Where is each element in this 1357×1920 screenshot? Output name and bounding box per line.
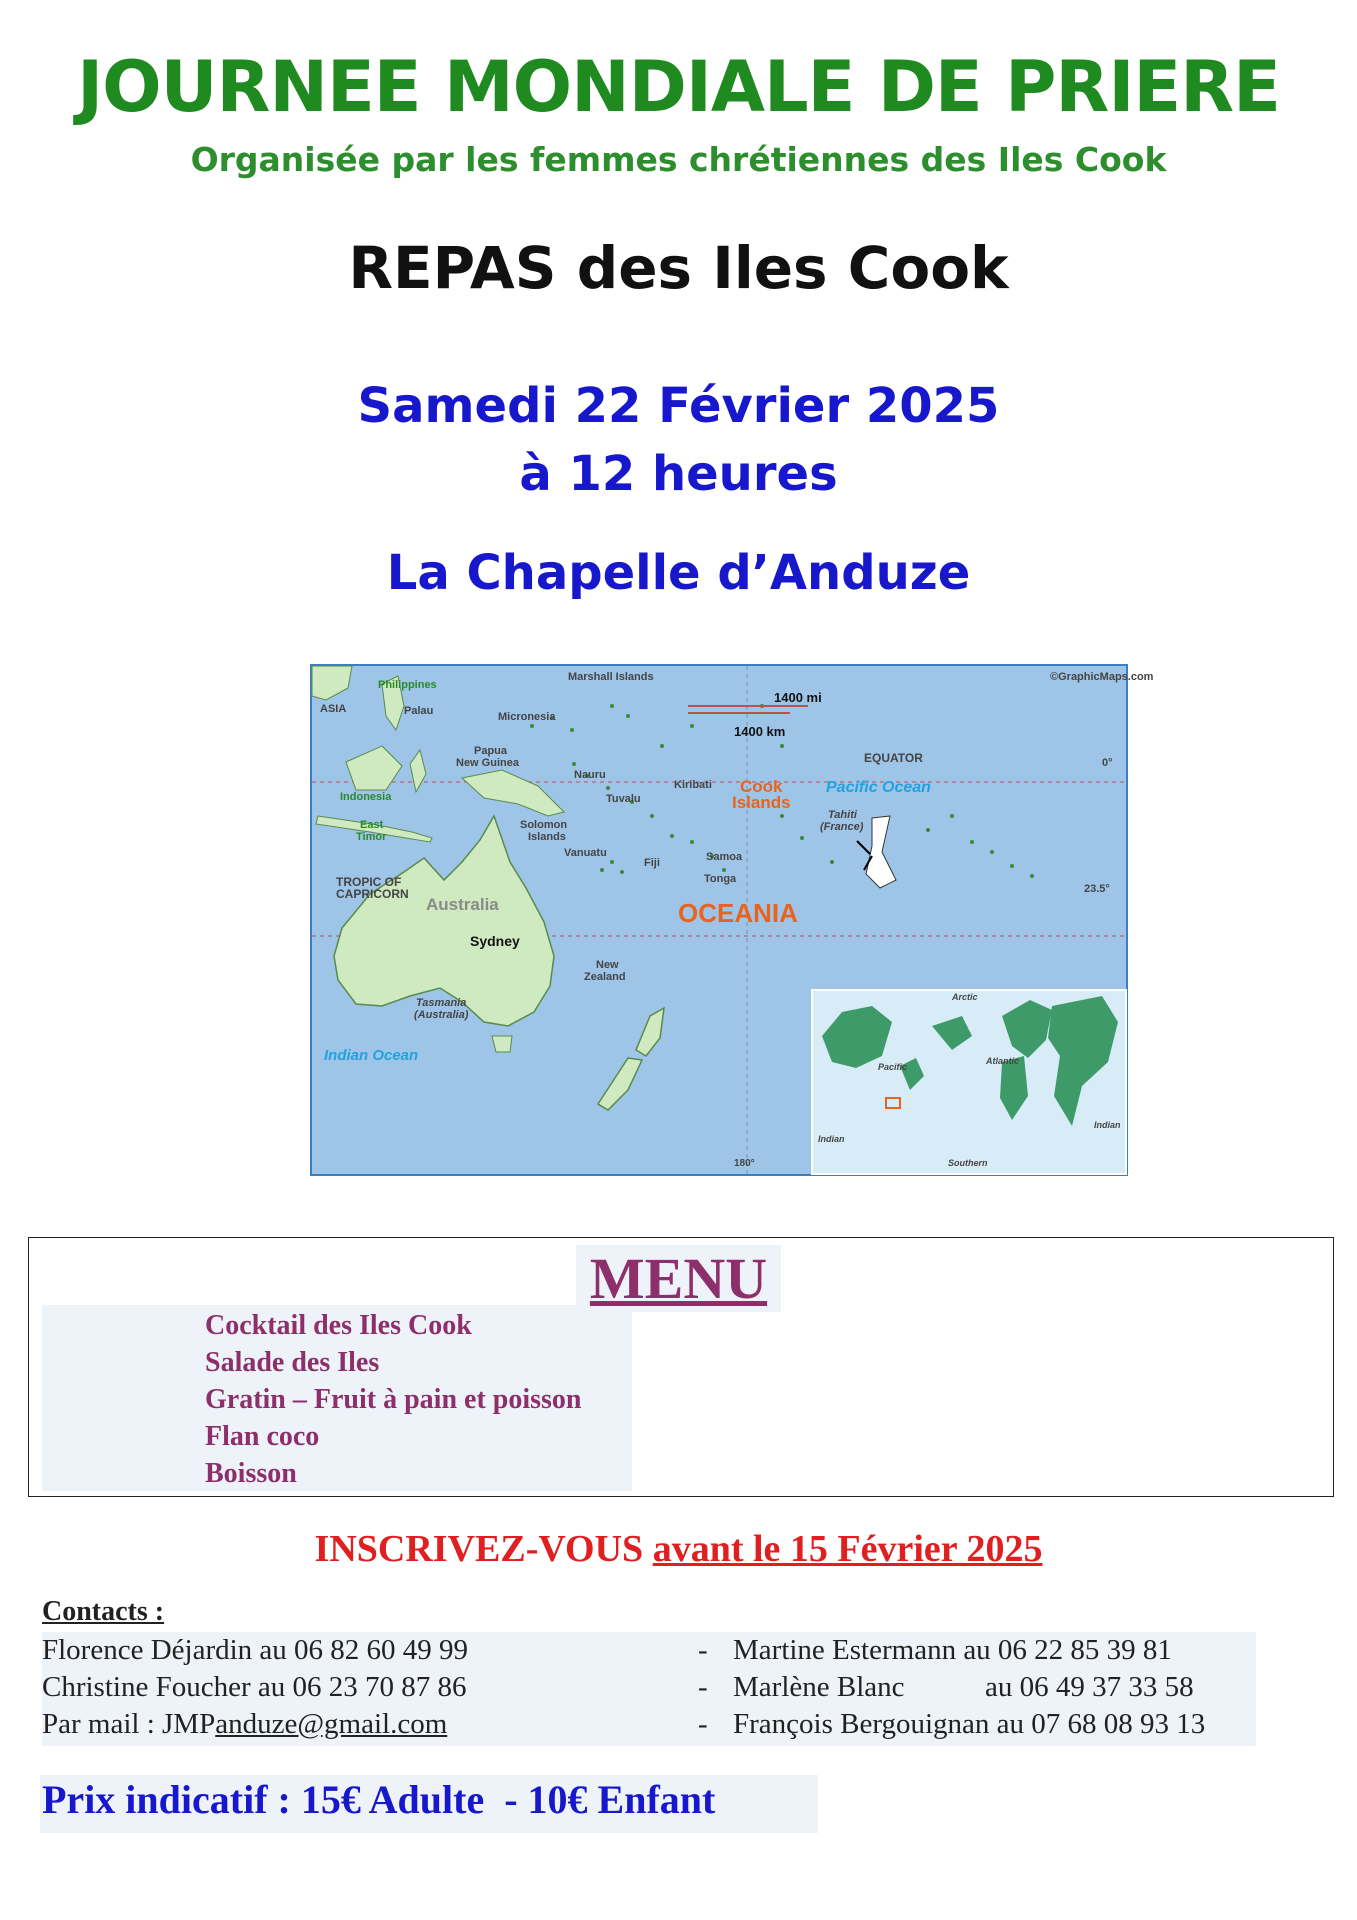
price-line: Prix indicatif : 15€ Adulte - 10€ Enfant bbox=[42, 1777, 716, 1822]
contact-right-phone: au 06 49 37 33 58 bbox=[985, 1671, 1194, 1703]
event-place: La Chapelle d’Anduze bbox=[386, 545, 971, 601]
menu-item: Gratin – Fruit à pain et poisson bbox=[205, 1384, 582, 1415]
map-credit: ©GraphicMaps.com bbox=[1050, 671, 1154, 683]
map-label-indonesia: Indonesia bbox=[340, 791, 392, 803]
map-scale-km: 1400 km bbox=[734, 724, 786, 739]
oceania-map bbox=[310, 664, 1154, 1176]
map-label-solomon-1: Solomon bbox=[520, 819, 568, 831]
contact-left: Florence Déjardin au 06 82 60 49 99 bbox=[42, 1634, 469, 1666]
event-time: à 12 heures bbox=[519, 446, 838, 502]
map-label-tasmania-1: Tasmania bbox=[416, 997, 467, 1009]
map-label-vanuatu: Vanuatu bbox=[564, 847, 607, 859]
inset-label-indian-right: Indian bbox=[1094, 1120, 1121, 1130]
map-label-indian-ocean: Indian Ocean bbox=[324, 1047, 419, 1064]
event-date: Samedi 22 Février 2025 bbox=[357, 378, 1000, 434]
map-label-tuvalu: Tuvalu bbox=[606, 793, 641, 805]
registration-line bbox=[0, 1527, 1357, 1571]
contact-mail-link[interactable]: anduze@gmail.com bbox=[215, 1708, 448, 1740]
menu-item: Boisson bbox=[205, 1458, 297, 1489]
map-label-solomon-2: Islands bbox=[528, 831, 566, 843]
map-label-deg-0: 0° bbox=[1102, 757, 1113, 769]
contact-dash: - bbox=[698, 1671, 708, 1703]
map-label-kiribati: Kiribati bbox=[674, 779, 712, 791]
map-label-cook-2: Islands bbox=[732, 793, 791, 812]
contact-mail bbox=[42, 1708, 447, 1741]
map-label-asia: ASIA bbox=[320, 703, 347, 715]
tasmania-land bbox=[492, 1036, 512, 1052]
map-label-tonga: Tonga bbox=[704, 873, 737, 885]
map-label-fiji: Fiji bbox=[644, 857, 660, 869]
map-label-micronesia: Micronesia bbox=[498, 711, 556, 723]
map-label-marshall: Marshall Islands bbox=[568, 671, 654, 683]
menu-item: Cocktail des Iles Cook bbox=[205, 1310, 472, 1341]
inset-label-pacific: Pacific bbox=[878, 1062, 908, 1072]
map-label-tropic-2: CAPRICORN bbox=[336, 887, 409, 901]
contact-right: Marlène Blanc bbox=[733, 1671, 905, 1703]
contact-right: Martine Estermann au 06 22 85 39 81 bbox=[733, 1634, 1172, 1666]
map-label-palau: Palau bbox=[404, 705, 434, 717]
contact-dash: - bbox=[698, 1708, 708, 1740]
map-label-cook-1: Cook bbox=[740, 777, 783, 796]
map-label-papua-2: New Guinea bbox=[456, 757, 519, 769]
map-label-australia: Australia bbox=[426, 895, 499, 914]
page-title: JOURNEE MONDIALE DE PRIERE bbox=[77, 46, 1280, 128]
contact-dash: - bbox=[698, 1634, 708, 1666]
map-label-sydney: Sydney bbox=[470, 933, 520, 949]
map-scale-mi: 1400 mi bbox=[774, 690, 822, 705]
map-label-tasmania-2: (Australia) bbox=[414, 1009, 469, 1021]
menu-item: Salade des Iles bbox=[205, 1347, 380, 1378]
map-label-nz-2: Zealand bbox=[584, 971, 626, 983]
map-label-samoa: Samoa bbox=[706, 851, 743, 863]
map-label-equator: EQUATOR bbox=[864, 751, 923, 765]
map-label-nz-1: New bbox=[596, 959, 619, 971]
contact-left: Christine Foucher au 06 23 70 87 86 bbox=[42, 1671, 467, 1703]
map-label-tahiti-2: (France) bbox=[820, 821, 864, 833]
menu-item: Flan coco bbox=[205, 1421, 320, 1452]
map-label-deg-180: 180° bbox=[734, 1158, 755, 1169]
map-label-deg-235: 23.5° bbox=[1084, 883, 1110, 895]
map-label-tropic-1: TROPIC OF bbox=[336, 875, 402, 889]
map-label-east-timor-2: Timor bbox=[356, 831, 387, 843]
menu-title-wrap bbox=[0, 1245, 1357, 1312]
map-label-east-timor-1: East bbox=[360, 819, 384, 831]
map-label-papua-1: Papua bbox=[474, 745, 508, 757]
map-label-nauru: Nauru bbox=[574, 769, 606, 781]
registration-deadline: avant le 15 Février 2025 bbox=[652, 1528, 1043, 1570]
contacts-heading: Contacts : bbox=[42, 1596, 165, 1627]
page-subtitle: Organisée par les femmes chrétiennes des Iles Cook bbox=[190, 140, 1167, 179]
menu-title: MENU bbox=[576, 1245, 781, 1312]
map-label-tahiti-1: Tahiti bbox=[828, 809, 857, 821]
map-label-oceania: OCEANIA bbox=[678, 898, 798, 928]
inset-label-arctic: Arctic bbox=[952, 992, 978, 1002]
inset-label-atlantic: Atlantic bbox=[986, 1056, 1020, 1066]
contact-mail-prefix: Par mail : JMP bbox=[42, 1708, 216, 1740]
contact-right: François Bergouignan au 07 68 08 93 13 bbox=[733, 1708, 1206, 1740]
inset-label-indian-left: Indian bbox=[818, 1134, 845, 1144]
inset-label-southern: Southern bbox=[948, 1158, 988, 1168]
event-heading: REPAS des Iles Cook bbox=[348, 234, 1009, 302]
map-label-pacific-ocean: Pacific Ocean bbox=[826, 779, 931, 796]
registration-prefix: INSCRIVEZ-VOUS bbox=[314, 1528, 644, 1570]
map-label-philippines: Philippines bbox=[378, 679, 437, 691]
